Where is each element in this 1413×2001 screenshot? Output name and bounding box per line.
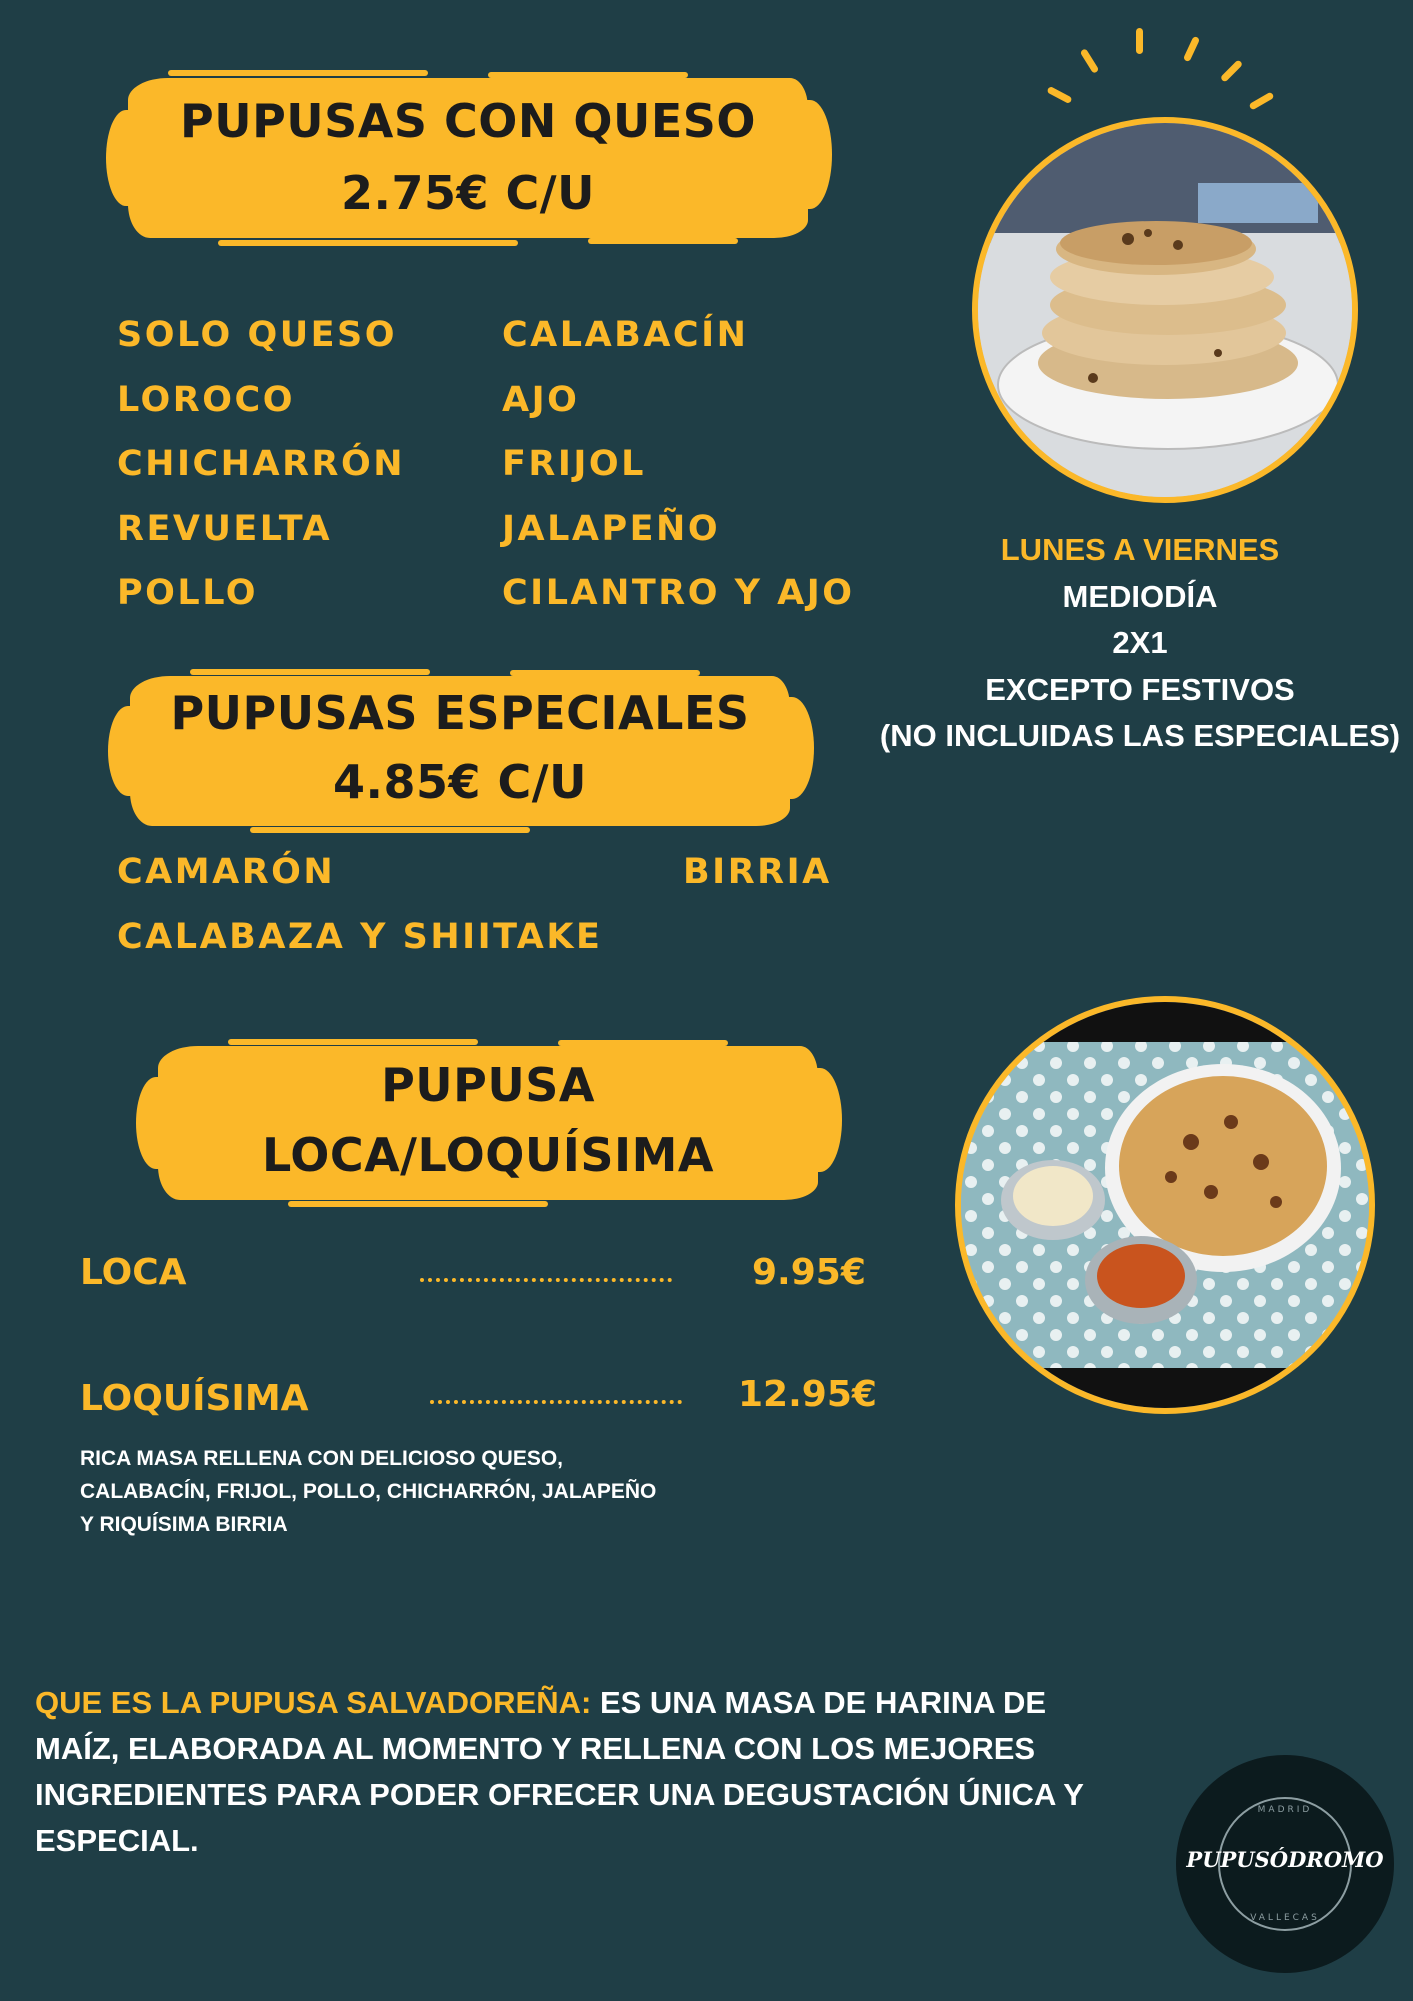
menu-item: BIRRIA [683,852,832,892]
promo-line4: EXCEPTO FESTIVOS [985,672,1295,707]
section-title-especiales: PUPUSAS ESPECIALES [170,686,750,740]
price-row-price: 12.95€ [738,1374,877,1415]
description-line: RICA MASA RELLENA CON DELICIOSO QUESO, [80,1447,564,1470]
pupusodromo-logo [1176,1755,1394,1973]
pupusa-loca-photo [955,996,1375,1414]
menu-item: LOROCO [117,380,295,420]
pupusa-stack-image [978,123,1352,497]
header-especiales-brush [130,676,790,826]
price-row-dots [430,1400,682,1404]
price-row-price: 9.95€ [752,1252,866,1293]
logo-name: PUPUSÓDROMO [1186,1847,1384,1872]
about-body: ES UNA MASA DE HARINA DE MAÍZ, ELABORADA AL MOMENTO Y RELLENA CON LOS MEJORES INGREDIENTES PARA PODER OFRECER UNA DEGUSTACIÓN ÚNICA Y ESPECIAL. [35,1685,1084,1858]
pupusa-loca-image [961,1002,1369,1408]
logo-bottom-text: VALLECAS [1250,1913,1320,1923]
menu-item: REVUELTA [117,509,333,549]
section-price-especiales: 4.85€ C/U [333,755,587,809]
promo-line5: (NO INCLUIDAS LAS ESPECIALES) [879,718,1401,753]
menu-item: JALAPEÑO [502,509,721,549]
header-queso-brush [128,78,808,238]
menu-item: AJO [502,380,580,420]
about-paragraph [35,1680,1115,1864]
price-row-label: LOCA [80,1252,187,1293]
price-row-dots [420,1278,672,1282]
menu-item: POLLO [117,573,259,613]
menu-item: SOLO QUESO [117,315,397,355]
about-heading: QUE ES LA PUPUSA SALVADOREÑA: [35,1685,592,1720]
section-title-loca-line1: PUPUSA [381,1058,595,1112]
promo-line1: LUNES A VIERNES [1000,532,1280,567]
menu-item: CALABAZA Y SHIITAKE [117,917,603,957]
menu-item: CILANTRO Y AJO [502,573,855,613]
section-title-queso: PUPUSAS CON QUESO [180,94,756,148]
menu-item: CAMARÓN [117,852,336,892]
header-loca-brush [158,1046,818,1200]
menu-item: FRIJOL [502,444,646,484]
menu-item: CHICHARRÓN [117,444,406,484]
promo-line2: MEDIODÍA [1062,579,1218,614]
section-title-loca-line2: LOCA/LOQUÍSIMA [262,1128,714,1182]
loquisima-description [80,1442,760,1541]
description-line: Y RIQUÍSIMA BIRRIA [80,1513,288,1536]
description-line: CALABACÍN, FRIJOL, POLLO, CHICHARRÓN, JALAPEÑO [80,1480,657,1503]
logo-top-text: MADRID [1257,1805,1313,1815]
section-price-queso: 2.75€ C/U [341,166,595,220]
menu-item: CALABACÍN [502,315,749,355]
pupusa-stack-photo [972,117,1358,503]
promo-line3: 2X1 [1112,625,1168,660]
price-row-label: LOQUÍSIMA [80,1378,309,1419]
